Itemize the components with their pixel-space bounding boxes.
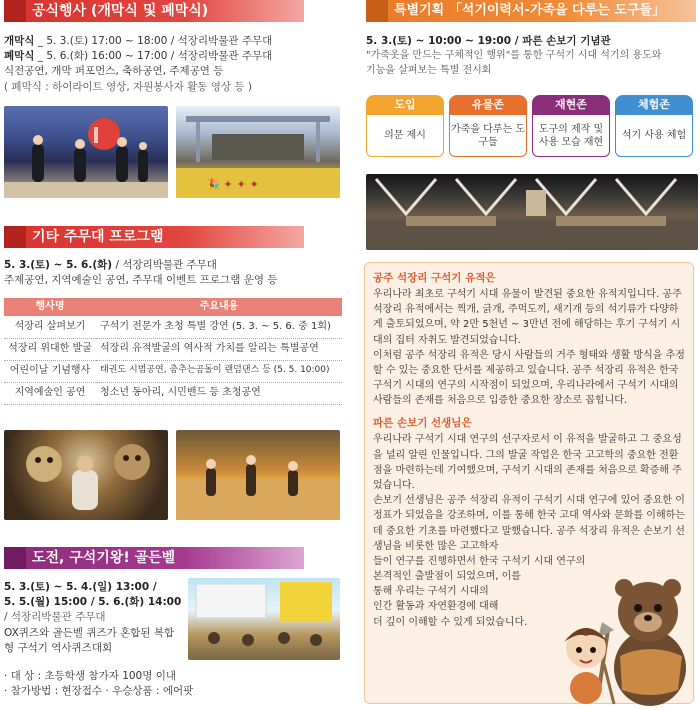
closing-time: _ 5. 6.(화) 16:00 ~ 17:00 / 석장리박물관 주무대 bbox=[37, 50, 273, 63]
puppet-performance-illustration bbox=[4, 430, 168, 520]
right-column bbox=[358, 0, 700, 710]
golden-bell-details bbox=[4, 669, 344, 699]
golden-bell-banner: 도전, 구석기왕! 골든벨 bbox=[4, 547, 304, 569]
golden-bell-place: / 석장리박물관 주무대 bbox=[4, 611, 106, 624]
stage-show-illustration bbox=[176, 430, 340, 520]
other-programs-desc: 주제공연, 지역예술인 공연, 주무대 이벤트 프로그램 운영 등 bbox=[4, 274, 278, 287]
zone-intro-head: 도입 bbox=[366, 95, 444, 115]
zone-reenactment bbox=[532, 95, 610, 157]
sohnbogi-para-4: 본격적인 출발점이 되었으며, 이를 bbox=[373, 571, 521, 583]
golden-bell-date-2: 5. 5.(월) 15:00 / 5. 6.(화) 14:00 bbox=[4, 596, 182, 609]
special-exhibit-banner: 특별기획 「석기이력서-가족을 다루는 도구들」 bbox=[366, 0, 696, 22]
golden-bell-target: · 대 상 : 초등학생 참가자 100명 이내 bbox=[4, 670, 176, 682]
banner-marker bbox=[4, 547, 26, 569]
zone-artifacts-body: 가죽을 다루는 도구들 bbox=[449, 115, 527, 157]
other-programs-place: / 석장리박물관 주무대 bbox=[115, 259, 217, 271]
sohnbogi-para-5: 통해 우리는 구석기 시대의 bbox=[373, 586, 489, 598]
closing-program: ( 폐막식 : 하이라이트 영상, 자원봉사자 활동 영상 등 ) bbox=[4, 80, 252, 93]
table-header-row bbox=[4, 298, 342, 316]
left-column bbox=[0, 0, 345, 710]
table-row: 석장리 위대한 발굴 석장리 유적발굴의 역사적 가치를 알리는 특별공연 bbox=[4, 338, 342, 360]
official-event-schedule bbox=[4, 34, 344, 95]
special-exhibit-desc-2: 기능을 살펴보는 특별 전시회 bbox=[366, 64, 492, 76]
table-header-content: 주요내용 bbox=[96, 298, 342, 316]
golden-bell-illustration bbox=[188, 578, 340, 660]
special-exhibit-date: 5. 3.(토) ~ 10:00 ~ 19:00 / 파른 손보기 기념관 bbox=[366, 35, 611, 47]
sohnbogi-title: 파른 손보기 선생님은 bbox=[373, 417, 472, 430]
other-programs-banner: 기타 주무대 프로그램 bbox=[4, 226, 304, 248]
official-program: 식전공연, 개막 퍼포먼스, 축하공연, 주제공연 등 bbox=[4, 65, 224, 78]
table-row: 어린이날 기념행사 태권도 시범공연, 춤추는곰돌이 랜덤댄스 등 (5. 5. 10:00) bbox=[4, 360, 342, 382]
site-info-para-1: 우리나라 최초로 구석기 시대 유물이 발견된 중요한 유적지입니다. 공주 석장리 유적에서는 찍개, 긁개, 주먹도끼, 새기개 등의 석기류가 다양하게 출토되었으며, 약 2만 5천년 ~ 3만년 전에 해당하는 후기 구석기 시대의 집터 자취도 발견되었습니다. bbox=[373, 288, 682, 346]
festival-stage-photo bbox=[176, 106, 340, 198]
golden-bell-date-1: 5. 3.(토) ~ 5. 4.(일) 13:00 / bbox=[4, 581, 157, 593]
opening-ceremony-illustration bbox=[4, 106, 168, 198]
table-row: 지역예술인 공연 청소년 동아리, 시민밴드 등 초청공연 bbox=[4, 382, 342, 404]
festival-stage-illustration bbox=[176, 106, 340, 198]
golden-bell-info bbox=[4, 580, 184, 656]
zone-reenactment-body: 도구의 제작 및 사용 모습 재현 bbox=[532, 115, 610, 157]
other-programs-info bbox=[4, 258, 344, 288]
sohnbogi-para-6: 인간 활동과 자연환경에 대해 bbox=[373, 601, 499, 613]
zone-artifacts-head: 유물존 bbox=[449, 95, 527, 115]
svg-text:🎉 ✦ ✦ ✦: 🎉 ✦ ✦ ✦ bbox=[206, 178, 259, 191]
opening-ceremony-photo bbox=[4, 106, 168, 198]
exhibition-hall-illustration bbox=[366, 174, 698, 250]
site-info-para-2: 이처럼 공주 석장리 유적은 당시 사람들의 거주 형태와 생활 방식을 추정할 수 있는 중요한 단서를 제공하고 있습니다. 공주 석장리 유적은 한국 구석기 시대의 연구의 시작점이 되었으며, 우리나라에서 구석기 시대의 사람들의 존재를 처음으로 입증한 중요한 장소로 꼽힙니다. bbox=[373, 349, 685, 407]
caveman-kid-mascot-icon bbox=[554, 614, 618, 708]
table-row: 석장리 살펴보기 구석기 전문가 초청 특별 강연 (5. 3. ~ 5. 6. 중 1회) bbox=[4, 316, 342, 338]
banner-marker bbox=[4, 226, 26, 248]
table-header-name: 행사명 bbox=[4, 298, 96, 316]
zone-artifacts bbox=[449, 95, 527, 157]
closing-label: 폐막식 bbox=[4, 50, 35, 63]
zone-experience-head: 체험존 bbox=[615, 95, 693, 115]
golden-bell-desc-1: OX퀴즈와 골든벨 퀴즈가 혼합된 복합 bbox=[4, 626, 175, 639]
opening-label: 개막식 bbox=[4, 35, 35, 47]
opening-time: _ 5. 3.(토) 17:00 ~ 18:00 / 석장리박물관 주무대 bbox=[37, 35, 273, 47]
golden-bell-desc-2: 형 구석기 역사퀴즈대회 bbox=[4, 641, 113, 654]
zone-intro bbox=[366, 95, 444, 157]
program-table bbox=[4, 298, 342, 405]
other-programs-date: 5. 3.(토) ~ 5. 6.(화) bbox=[4, 259, 113, 271]
banner-marker bbox=[4, 0, 26, 22]
sohnbogi-para-2: 손보기 선생님은 공주 석장리 유적이 구석기 시대 연구에 있어 중요한 이정표가 되었음을 강조하며, 이를 통해 한국 고대 역사와 문화를 이해하는 데 중요한 기초를 마련했다고 말했습니다. 공주 석장리 유적은 손보기 선생님을 비롯한 많은 고고학자 bbox=[373, 495, 685, 552]
puppet-performance-photo bbox=[4, 430, 168, 520]
zone-reenactment-head: 재현존 bbox=[532, 95, 610, 115]
site-info-title: 공주 석장리 구석기 유적은 bbox=[373, 272, 496, 284]
golden-bell-photo bbox=[188, 578, 340, 660]
banner-marker bbox=[366, 0, 388, 22]
zone-intro-body: 의문 제시 bbox=[366, 115, 444, 157]
sohnbogi-para-3: 들이 연구를 진행하면서 한국 구석기 시대 연구의 bbox=[373, 555, 586, 567]
exhibition-hall-photo bbox=[366, 174, 698, 250]
sohnbogi-para-1: 우리나라 구석기 시대 연구의 선구자로서 이 유적을 발굴하고 그 중요성을 널리 알린 인물입니다. 그의 발굴 작업은 한국 고고학의 중요한 전환점을 마련하는데 기여했으며, 구석기 시대의 존재를 처음으로 확증해 주었습니다. bbox=[373, 434, 682, 491]
zone-experience bbox=[615, 95, 693, 157]
special-exhibit-info bbox=[366, 34, 700, 78]
stage-show-photo bbox=[176, 430, 340, 520]
official-event-banner: 공식행사 (개막식 및 폐막식) bbox=[4, 0, 304, 22]
special-exhibit-desc-1: "가죽옷을 만드는 구체적인 행위"를 통한 구석기 시대 석기의 용도와 bbox=[366, 50, 662, 62]
zone-experience-body: 석기 사용 체험 bbox=[615, 115, 693, 157]
golden-bell-method-prize: · 참가방법 : 현장접수 · 우승상품 : 에어팟 bbox=[4, 685, 194, 698]
sohnbogi-para-7: 더 깊이 이해할 수 있게 되었습니다. bbox=[373, 616, 528, 628]
